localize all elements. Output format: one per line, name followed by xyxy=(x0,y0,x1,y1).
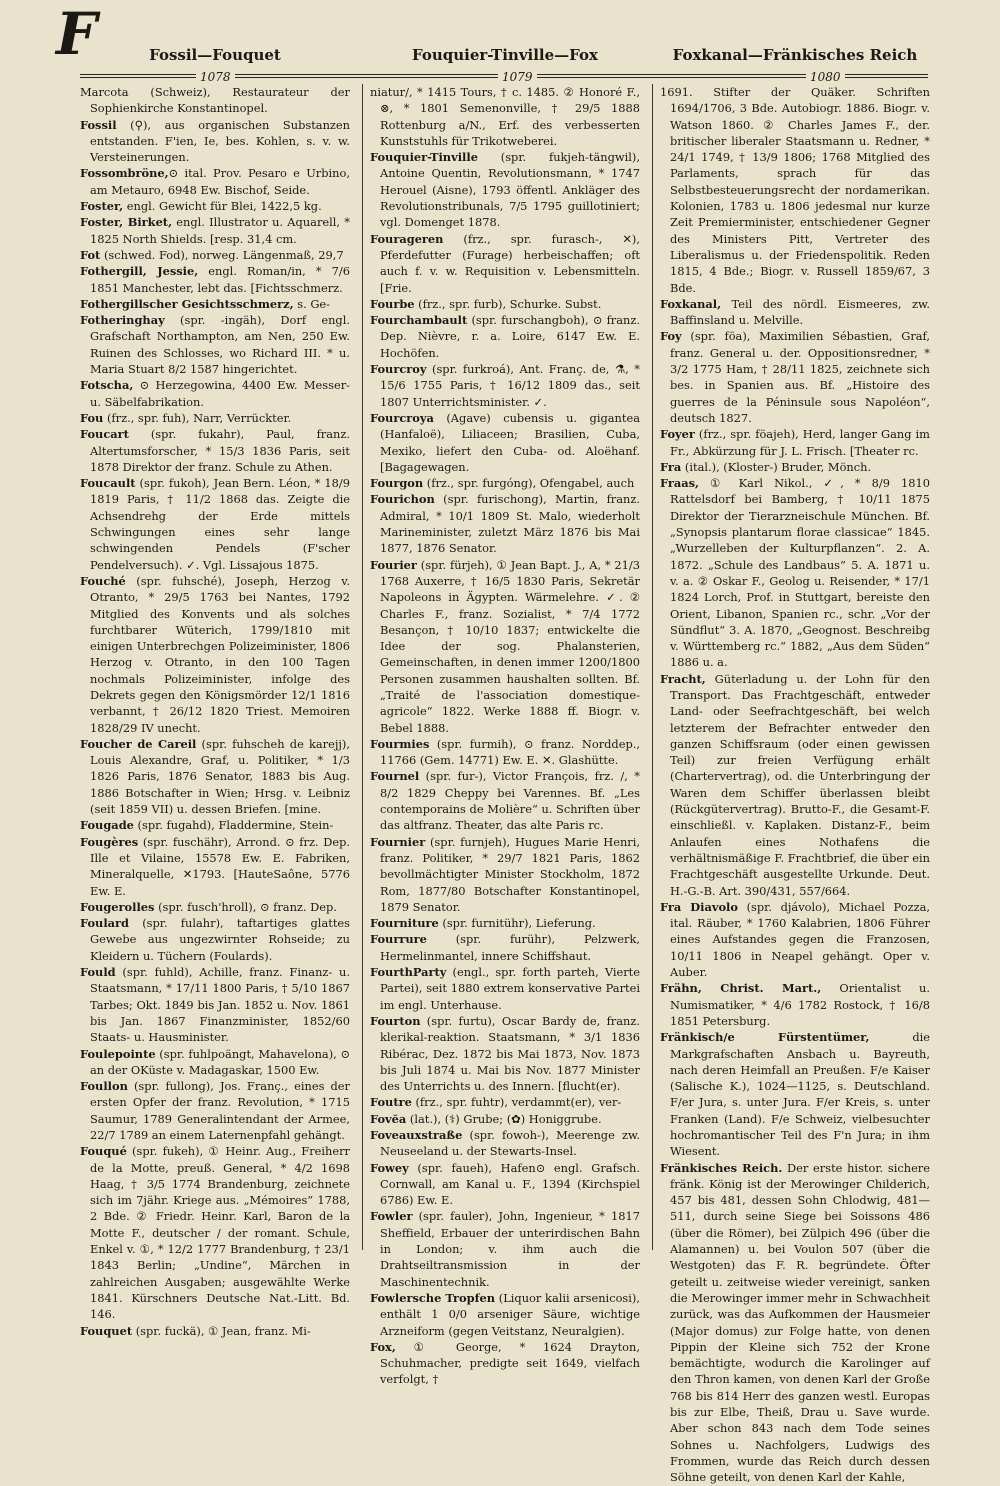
entry-headword: Foucault xyxy=(80,476,136,491)
entry-headword: Foster, Birket, xyxy=(80,215,173,230)
entry-headword: Fou xyxy=(80,410,104,425)
dictionary-entry xyxy=(80,426,350,475)
entry-headword: Fouqué xyxy=(80,1144,127,1159)
entry-text: Güterladung u. der Lohn für den Transport. Das Frachtgeschäft, entweder Land- oder Seefrachtgeschäft, bei welch letzterem der Befrachter entweder den ganzen Schiffsraum (oder einen gewissen Teil) zur freien Verfügung erhält (Chartervertrag), od. die Unterbringung der Waren dem Schiffer überlassen bleibt (Rückgütervertrag). Brutto-F., die Gesamt-F. einschließl. v. Kaplaken. Distanz-F., beim Anlaufen eines Nothafens die verhältnismäßige F. Frachtbrief, die über ein Frachtgeschäft ausgestellte Urkunde. Deut. H.-G.-B. Art. 390/431, 557/664. xyxy=(670,671,930,898)
dictionary-entry xyxy=(80,817,350,833)
entry-headword: Fourcroya xyxy=(370,410,434,425)
column-divider-1 xyxy=(362,84,363,1250)
entry-headword: Fourier xyxy=(370,557,417,572)
page-number-left: 1078 xyxy=(196,70,235,84)
dictionary-entry xyxy=(370,768,640,833)
entry-text: (spr. furtu), Oscar Bardy de, franz. klerikal-reaktion. Staatsmann, * 3/1 1836 Ribérac, Dez. 1872 bis Mai 1873, Nov. 1873 bis Juli 1874 u. Mai bis Nov. 1877 Minister des Unterrichts u. des Innern. [flucht(er). xyxy=(380,1013,640,1094)
dictionary-entry xyxy=(80,247,350,263)
dictionary-entry xyxy=(660,980,930,1029)
entry-headword: Fourrure xyxy=(370,932,427,947)
entry-text: niatur/, * 1415 Tours, † c. 1485. ② Honoré F., ⊗, * 1801 Semenonville, † 29/5 1888 Rottenburg a/N., Erf. des verbesserten Kunststuhls für Trikotweberei. xyxy=(370,85,640,148)
entry-headword: Fossombröne, xyxy=(80,166,169,181)
entry-text: ⊙ Herzegowina, 4400 Ew. Messer- u. Säbelfabrikation. xyxy=(90,378,350,409)
entry-headword: Fraas, xyxy=(660,476,700,491)
entry-text: (spr. furühr), Pelzwerk, Hermelinmantel, innere Schiffshaut. xyxy=(380,932,640,963)
entry-text: Der erste histor. sichere fränk. König ist der Merowinger Childerich, 457 bis 481, dessen Sohn Chlodwig, 481—511, durch seine Siege bei Soissons 486 (über die Römer), bei Zülpich 496 (über die Alamannen) u. bei Voulon 507 (über die Westgoten) das F. R. begründete. Öfter geteilt u. zeitweise wieder vereinigt, sanken die Merowinger immer mehr in Schwachheit zurück, was das Aufkommen der Hausmeier (Major domus) zur Folge hatte, von denen Pippin der Kleine sich 752 der Krone bemächtigte, wodurch die Karolinger auf den Thron kamen, von denen Karl der Große 768 bis 814 Herr des ganzen westl. Europas bis zur Elbe, Theiß, Drau u. Save wurde. Aber schon 843 nach dem Tode seines Sohnes u. Nachfolgers, Ludwigs des Frommen, wurde das Reich durch dessen Söhne geteilt, von denen Karl der Kahle, xyxy=(670,1160,930,1485)
entry-text: (frz., spr. fuhtr), verdammt(er), ver- xyxy=(411,1095,622,1110)
dictionary-entry xyxy=(370,915,640,931)
entry-headword: Fourageren xyxy=(370,231,444,246)
entry-text: (spr. furnitühr), Lieferung. xyxy=(438,916,596,931)
entry-headword: Fouquier-Tinville xyxy=(370,150,478,165)
dictionary-entry xyxy=(660,475,930,671)
entry-text: (spr. djávolo), Michael Pozza, ital. Räuber, * 1760 Kalabrien, 1806 Führer eines Aufstandes gegen die Franzosen, 10/11 1806 in Neapel gehängt. Oper v. Auber. xyxy=(670,899,930,980)
dictionary-entry xyxy=(370,1013,640,1094)
entry-text: (frz., spr. furb), Schurke. Subst. xyxy=(414,296,602,311)
entry-headword: Foulard xyxy=(80,916,130,931)
entry-text: (spr. fürjeh), ① Jean Bapt. J., A, * 21/3 1768 Auxerre, † 16/5 1830 Paris, Sekretär Napoleons in Ägypten. Wärmelehre. ✓. ② Charles F., franz. Sozialist, * 7/4 1772 Besançon, † 10/10 1837; entwickelte die Idee der sog. Phalansterien, Gemeinschaften, in denen immer 1200/1800 Personen zusammen haushalten sollten. Bf. „Traité de l'association domestique-agricole“ 1822. Werke 1888 ff. Biogr. v. Bebel 1888. xyxy=(380,557,640,735)
dictionary-entry xyxy=(660,671,930,899)
dictionary-entry xyxy=(370,557,640,736)
entry-headword: Fothergillscher Gesichtsschmerz, xyxy=(80,296,294,311)
header-rule xyxy=(80,70,928,84)
entry-text: 1691. Stifter der Quäker. Schriften 1694/1706, 3 Bde. Autobiogr. 1886. Biogr. v. Watson 1860. ② Charles James F., der. britischer liberaler Staatsmann u. Redner, * 24/1 1749, † 13/9 1806; 1768 Mitglied des Parlaments, sprach für das Selbstbesteuerungsrecht der nordamerikan. Kolonien, 1783 u. 1806 jedesmal nur kurze Zeit Premierminister, entschiedener Gegner des Ministers Pitt, Vertreter des Liberalismus u. der Friedenspolitik. Reden 1815, 4 Bde.; Biogr. v. Russell 1859/67, 3 Bde. xyxy=(660,85,930,295)
entry-text: (spr. fuschähr), Arrond. ⊙ frz. Dep. Ille et Vilaine, 15578 Ew. E. Fabriken, Mineralquelle, ✕1793. [HauteSaône, 5776 Ew. E. xyxy=(90,834,350,898)
dictionary-entry xyxy=(370,84,640,149)
dictionary-entry xyxy=(80,1078,350,1143)
page-number-middle: 1079 xyxy=(498,70,537,84)
entry-text: (spr. fukahr), Paul, franz. Altertumsforscher, * 15/3 1836 Paris, seit 1878 Direktor der franz. Schule zu Athen. xyxy=(90,427,350,474)
dictionary-entry xyxy=(80,475,350,573)
dictionary-entry xyxy=(370,834,640,915)
column-middle xyxy=(370,84,640,1387)
entry-text: (spr. fuhscheh de karejj), Louis Alexandre, Graf, u. Politiker, * 1/3 1826 Paris, 1876 Senator, 1883 bis Aug. 1886 Botschafter in Wien; Hrsg. v. Leibniz (seit 1859 VII) u. dessen Briefen. [mine. xyxy=(90,736,350,817)
dictionary-entry xyxy=(80,312,350,377)
entry-headword: Fournier xyxy=(370,834,426,849)
entry-text: ① George, * 1624 Drayton, Schuhmacher, predigte seit 1649, vielfach verfolgt, † xyxy=(380,1339,640,1387)
entry-text: die Markgrafschaften Ansbach u. Bayreuth, nach deren Heimfall an Preußen. F/e Kaiser (Salische K.), 1024—1125, s. Deutschland. F/er Jura, s. unter Jura. F/er Kreis, s. unter Franken (Land). F/e Schweiz, vielbesuchter hochromantischer Teil des F'n Jura; in ihm Wiesent. xyxy=(670,1030,931,1159)
entry-headword: Fränkisch/e Fürstentümer, xyxy=(660,1030,870,1045)
entry-headword: Fot xyxy=(80,247,101,262)
dictionary-entry xyxy=(370,231,640,296)
entry-headword: Foyer xyxy=(660,427,695,442)
entry-headword: Fowlersche Tropfen xyxy=(370,1290,496,1305)
entry-text: (spr. fusch'hroll), ⊙ franz. Dep. xyxy=(154,899,337,914)
entry-headword: Fournel xyxy=(370,769,420,784)
header-title-right: Foxkanal—Fränkisches Reich xyxy=(672,46,918,64)
dictionary-entry xyxy=(370,312,640,361)
column-divider-2 xyxy=(652,84,653,1250)
dictionary-entry xyxy=(370,1127,640,1160)
entry-headword: Fourbe xyxy=(370,296,415,311)
dictionary-entry xyxy=(370,491,640,556)
entry-text: (spr. fulahr), taftartiges glattes Gewebe aus ungezwirnter Rohseide; zu Kleidern u. Tüchern (Foulards). xyxy=(90,916,350,963)
entry-headword: Fovĕa xyxy=(370,1111,407,1126)
entry-text: (ital.), (Kloster-) Bruder, Mönch. xyxy=(681,459,872,474)
dictionary-entry xyxy=(370,964,640,1013)
dictionary-entry xyxy=(370,1160,640,1209)
entry-text: (spr. fur-), Victor François, frz. /, * 8/2 1829 Cheppy bei Varennes. Bf. „Les contemporains de Molière“ u. Schriften über das altfranz. Theater, das alte Paris rc. xyxy=(380,769,640,833)
dictionary-entry xyxy=(370,736,640,769)
dictionary-entry xyxy=(660,1160,930,1486)
entry-headword: Fougères xyxy=(80,834,139,849)
dictionary-entry xyxy=(80,573,350,736)
entry-headword: FourthParty xyxy=(370,965,447,980)
entry-text: (spr. faueh), Hafen⊙ engl. Grafsch. Cornwall, am Kanal u. F., 1394 (Kirchspiel 6786) Ew. E. xyxy=(380,1160,640,1208)
dictionary-entry xyxy=(80,899,350,915)
dictionary-entry xyxy=(660,899,930,980)
dictionary-entry xyxy=(80,834,350,899)
dictionary-entry xyxy=(660,1029,930,1159)
dictionary-entry xyxy=(370,1208,640,1289)
dictionary-entry xyxy=(660,426,930,459)
entry-headword: Fourniture xyxy=(370,916,439,931)
entry-headword: Foullon xyxy=(80,1079,128,1094)
dictionary-entry xyxy=(80,964,350,1045)
dictionary-entry xyxy=(80,263,350,296)
entry-text: (spr. fauler), John, Ingenieur, * 1817 Sheffield, Erbauer der unterirdischen Bahn in London; v. ihm auch die Drahtseiltransmission in der Maschinentechnik. xyxy=(380,1209,640,1289)
entry-text: (spr. föa), Maximilien Sébastien, Graf, franz. General u. der. Oppositionsredner, * 3/2 1775 Ham, † 28/11 1825, zeichnete sich bes. in Spanien aus. Bf. „Histoire des guerres de la Péninsule sous Napoléon“, deutsch 1827. xyxy=(670,329,930,425)
entry-text: (spr. fuhld), Achille, franz. Finanz- u. Staatsmann, * 17/11 1800 Paris, † 5/10 1867 Tarbes; Okt. 1849 bis Jan. 1852 u. Nov. 1861 bis Jan. 1867 Finanzminister, 1852/60 Staats- u. Hausminister. xyxy=(90,965,350,1045)
entry-headword: Fossil xyxy=(80,117,117,132)
entry-headword: Fränkisches Reich. xyxy=(660,1160,783,1175)
entry-headword: Foucart xyxy=(80,427,129,442)
entry-text: (spr. fuhsché), Joseph, Herzog v. Otranto, * 29/5 1763 bei Nantes, 1792 Mitglied des Konvents und als solches furchtbarer Wüterich, 1799/1810 mit einigen Unterbrechgen Polizeiminister, 1806 Herzog v. Otranto, in den 100 Tagen nochmals Polizeiminister, infolge des Dekrets gegen den Königsmörder 12/1 1816 verbannt, † 26/12 1820 Triest. Memoiren 1828/29 IV unecht. xyxy=(90,573,350,735)
entry-headword: Fourichon xyxy=(370,492,435,507)
entry-headword: Foy xyxy=(660,329,682,344)
entry-text: (spr. fukjeh-tängwil), Antoine Quentin, Revolutionsmann, * 1747 Herouel (Aisne), 1793 öffentl. Ankläger des Revolutionstribunals, 7/5 1795 guillotiniert; vgl. Domenget 1878. xyxy=(380,150,640,230)
dictionary-entry xyxy=(80,84,350,117)
entry-text: ① Karl Nikol., ✓, * 8/9 1810 Rattelsdorf bei Bamberg, † 10/11 1875 Direktor der Tierarzneischule München. Bf. „Synopsis plantarum florae classicae“ 1845. „Wurzelleben der Kulturpflanzen“. 2. A. 1872. „Schule des Landbaus“ 5. A. 1871 u. v. a. ② Oskar F., Geolog u. Reisender, * 17/1 1824 Lorch, Prof. in Stuttgart, bereiste den Orient, Libanon, Spanien rc., schr. „Vor der Sündflut“ 3. A. 1870, „Geognost. Beschreibg v. Württemberg rc.“ 1882, „Aus dem Süden“ 1886 u. a. xyxy=(670,476,930,670)
column-right xyxy=(660,84,931,1485)
dictionary-entry xyxy=(660,84,930,296)
page-number-right: 1080 xyxy=(806,70,845,84)
entry-headword: Foutre xyxy=(370,1095,412,1110)
entry-text: (frz., spr. furgóng), Ofengabel, auch xyxy=(423,476,635,491)
dictionary-entry xyxy=(80,214,350,247)
entry-text: (spr. fukoh), Jean Bern. Léon, * 18/9 1819 Paris, † 11/2 1868 das. Zeigte die Achsendrehg der Erde mittels Schwingungen eines sehr lange schwingenden Pendels (F'scher Pendelversuch). ✓. Vgl. Lissajous 1875. xyxy=(90,476,350,572)
column-left xyxy=(80,84,350,1338)
entry-headword: Foveauxstraße xyxy=(370,1128,463,1142)
entry-headword: Fox, xyxy=(370,1339,396,1354)
dictionary-entry xyxy=(370,1111,640,1127)
entry-text: (engl., spr. forth parteh, Vierte Partei), seit 1880 extrem konservative Partei im engl. Unterhause. xyxy=(380,965,640,1012)
dictionary-entry xyxy=(660,459,930,475)
entry-text: engl. Illustrator u. Aquarell, * 1825 North Shields. [resp. 31,4 cm. xyxy=(90,215,350,246)
entry-headword: Fra Diavolo xyxy=(660,899,738,914)
entry-text: (frz., spr. furasch-, ✕), Pferdefutter (Furage) herbeischaffen; oft auch f. v. w. Requisition v. Lebensmitteln. [Frie. xyxy=(380,231,640,295)
entry-text: (spr. fugahd), Fladdermine, Stein- xyxy=(133,818,334,833)
entry-headword: Fourcroy xyxy=(370,362,427,377)
entry-text: (spr. fowoh-), Meerenge zw. Neuseeland u. der Stewarts-Insel. xyxy=(380,1128,640,1159)
dictionary-entry xyxy=(370,361,640,410)
entry-text: Teil des nördl. Eismeeres, zw. Baffinsland u. Melville. xyxy=(670,296,930,328)
entry-text: ⊙ ital. Prov. Pesaro e Urbino, am Metauro, 6948 Ew. Bischof, Seide. xyxy=(90,166,350,197)
entry-text: (Agave) cubensis u. gigantea (Hanfaloë), Liliaceen; Brasilien, Cuba, Mexiko, liefert den Cuba- od. Aloëhanf. [Bagagewagen. xyxy=(380,410,640,474)
entry-headword: Fourgon xyxy=(370,476,424,491)
dictionary-entry xyxy=(80,296,350,312)
entry-headword: Fourchambault xyxy=(370,313,468,328)
dictionary-entry xyxy=(370,475,640,491)
entry-text: (frz., spr. föajeh), Herd, langer Gang im Fr., Abkürzung für J. L. Frisch. [Theater rc. xyxy=(670,427,930,458)
entry-headword: Fotheringhay xyxy=(80,313,165,328)
entry-headword: Foucher de Careil xyxy=(80,736,197,751)
entry-text: (spr. fukeh), ① Heinr. Aug., Freiherr de la Motte, preuß. General, * 4/2 1698 Haag, † 3/5 1774 Brandenburg, zeichnete sich im 7jähr. Kriege aus. „Mémoires“ 1788, 2 Bde. ② Friedr. Heinr. Karl, Baron de la Motte F., deutscher / der romant. Schule, Enkel v. ①, * 12/2 1777 Brandenburg, † 23/1 1843 Berlin; „Undine“, Märchen in zahlreichen Ausgaben; ausgewählte Werke 1841. Kürschners Deutsche Nat.-Litt. Bd. 146. xyxy=(90,1144,350,1322)
entry-headword: Fowey xyxy=(370,1160,409,1175)
dictionary-entry xyxy=(80,1046,350,1079)
dictionary-entry xyxy=(660,296,930,329)
entry-text: (schwed. Fod), norweg. Längenmaß, 29,7 xyxy=(100,247,344,262)
entry-text: (spr. furischong), Martin, franz. Admiral, * 10/1 1809 St. Malo, wiederholt Marineminister, zuletzt März 1876 bis Mai 1877, 1876 Senator. xyxy=(380,492,640,556)
dictionary-entry xyxy=(370,296,640,312)
dictionary-entry xyxy=(80,165,350,198)
dictionary-entry xyxy=(370,410,640,475)
entry-headword: Fourmies xyxy=(370,736,430,751)
entry-headword: Fougade xyxy=(80,818,134,833)
dictionary-entry xyxy=(370,1290,640,1339)
entry-text: Orientalist u. Numismatiker, * 4/6 1782 Rostock, † 16/8 1851 Petersburg. xyxy=(670,981,931,1028)
dictionary-entry xyxy=(80,915,350,964)
running-headers xyxy=(0,46,1000,70)
entry-headword: Fouché xyxy=(80,573,126,588)
page-letter: F xyxy=(56,0,98,68)
entry-headword: Fourton xyxy=(370,1013,421,1028)
dictionary-entry xyxy=(80,1323,350,1339)
entry-text: (spr. -ingäh), Dorf engl. Grafschaft Northampton, am Nen, 250 Ew. Ruinen des Schlosses, wo Richard III. * u. Maria Stuart 8/2 1587 hingerichtet. xyxy=(90,313,350,377)
entry-text: (spr. fullong), Jos. Franç., eines der ersten Opfer der franz. Revolution, * 1715 Saumur, 1789 Generalintendant der Armee, 22/7 1789 an einem Laternenpfahl gehängt. xyxy=(90,1079,350,1142)
entry-headword: Fra xyxy=(660,459,682,474)
dictionary-entry xyxy=(80,736,350,817)
entry-headword: Fougerolles xyxy=(80,899,155,914)
dictionary-entry xyxy=(370,931,640,964)
dictionary-entry xyxy=(660,328,930,426)
entry-text: engl. Roman/in, * 7/6 1851 Manchester, lebt das. [Fichtsschmerz. xyxy=(90,264,350,295)
entry-headword: Fothergill, Jessie, xyxy=(80,264,199,279)
entry-headword: Fowler xyxy=(370,1209,413,1224)
dictionary-entry xyxy=(80,377,350,410)
entry-text: (frz., spr. fuh), Narr, Verrückter. xyxy=(103,410,292,425)
header-title-middle: Fouquier-Tinville—Fox xyxy=(412,46,598,64)
entry-text: (⚲), aus organischen Substanzen entstanden. F'ien, Ie, bes. Kohlen, s. v. w. Versteinerungen. xyxy=(90,117,350,165)
entry-text: engl. Gewicht für Blei, 1422,5 kg. xyxy=(123,199,322,214)
dictionary-entry xyxy=(80,198,350,214)
dictionary-entry xyxy=(80,1143,350,1322)
dictionary-entry xyxy=(80,117,350,166)
entry-text: s. Ge- xyxy=(293,296,331,311)
entry-headword: Frähn, Christ. Mart., xyxy=(660,981,822,996)
entry-text: (lat.), (⚕) Grube; (✿) Honiggrube. xyxy=(406,1111,602,1126)
entry-text: Marcota (Schweiz), Restaurateur der Sophienkirche Konstantinopel. xyxy=(80,85,350,116)
entry-headword: Foulepointe xyxy=(80,1046,156,1061)
entry-text: (spr. furnjeh), Hugues Marie Henri, franz. Politiker, * 29/7 1821 Paris, 1862 bevollmächtigter Minister Stockholm, 1872 Rom, 1877/80 Botschafter Konstantinopel, 1879 Senator. xyxy=(380,834,640,914)
entry-text: (Liquor kalii arsenicosi), enthält 1 0/0 arseniger Säure, wichtige Arzneiform (gegen Veitstanz, Neuralgien). xyxy=(380,1290,640,1338)
entry-text: (spr. furschangboh), ⊙ franz. Dep. Nièvre, r. a. Loire, 6147 Ew. E. Hochöfen. xyxy=(380,313,640,360)
dictionary-entry xyxy=(370,149,640,230)
entry-headword: Foster, xyxy=(80,199,124,214)
entry-headword: Foxkanal, xyxy=(660,296,722,311)
entry-text: (spr. fuhlpoängt, Mahavelona), ⊙ an der OKüste v. Madagaskar, 1500 Ew. xyxy=(90,1046,350,1077)
dictionary-entry xyxy=(370,1094,640,1110)
entry-text: (spr. furkroá), Ant. Franç. de, ⚗, * 15/6 1755 Paris, † 16/12 1809 das., seit 1807 Unterrichtsminister. ✓. xyxy=(380,362,640,409)
dictionary-entry xyxy=(370,1339,640,1388)
entry-text: (spr. furmih), ⊙ franz. Norddep., 11766 (Gem. 14771) Ew. E. ✕. Glashütte. xyxy=(380,736,640,768)
entry-headword: Fouquet xyxy=(80,1323,133,1338)
entry-text: (spr. fuckä), ① Jean, franz. Mi- xyxy=(132,1323,311,1338)
header-title-left: Fossil—Fouquet xyxy=(149,46,281,64)
entry-headword: Fracht, xyxy=(660,671,706,686)
dictionary-entry xyxy=(80,410,350,426)
entry-headword: Fould xyxy=(80,965,116,980)
entry-headword: Fotscha, xyxy=(80,378,134,393)
